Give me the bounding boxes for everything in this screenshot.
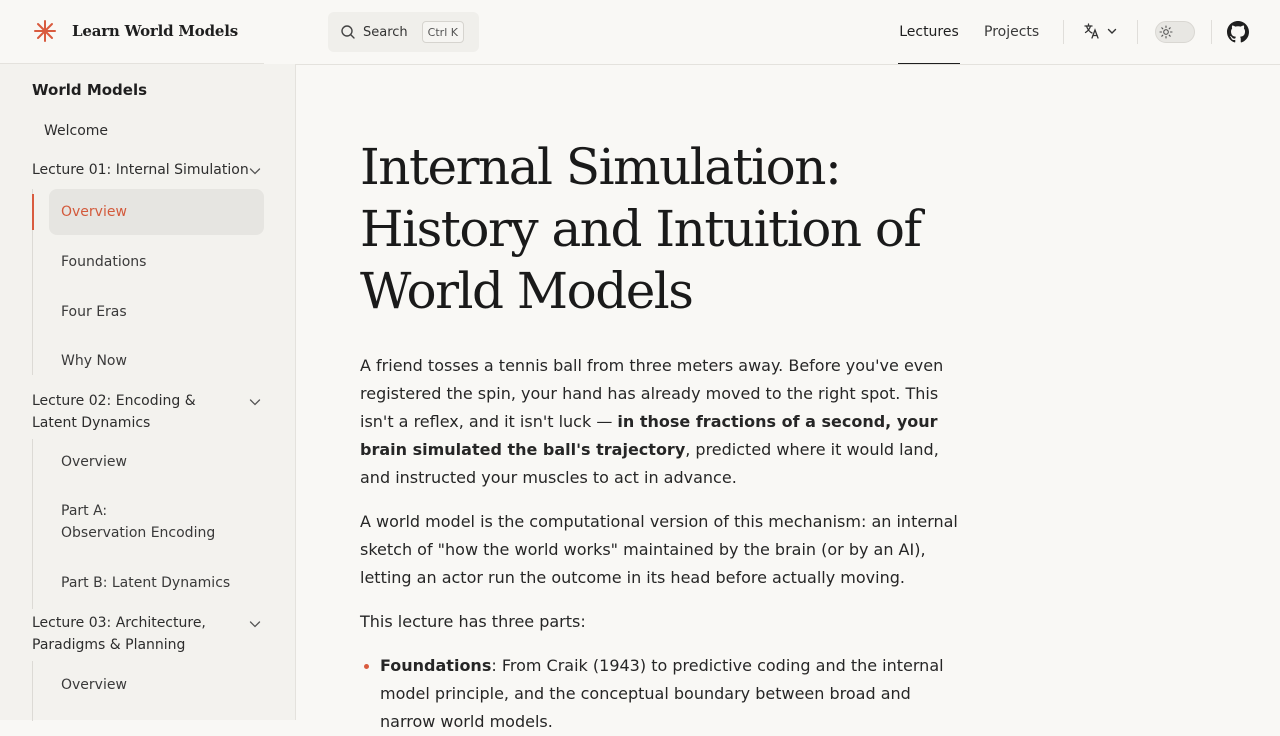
lecture-03-label-line2: Paradigms & Planning [32, 637, 186, 653]
nav-projects[interactable]: Projects [984, 24, 1040, 40]
github-icon[interactable] [1227, 21, 1249, 43]
definition-paragraph: A world model is the computational version of this mechanism: an internal sketch of "how the world works" maintained by the brain (or by an AI), letting an actor run the outcome in its head before actually moving. [360, 512, 958, 587]
part-a-label-line2: Observation Encoding [61, 525, 216, 541]
parts-intro: This lecture has three parts: [360, 612, 586, 631]
title-line-3: World Models [360, 262, 693, 320]
bullet-1-title: Foundations [380, 656, 492, 675]
intro-text-bold: in those fractions of a second, your brain simulated the ball's trajectory [360, 412, 938, 459]
sidebar-lecture-03[interactable] [32, 612, 206, 656]
top-header [0, 0, 1280, 64]
header-divider [1211, 20, 1212, 44]
chevron-down-icon[interactable] [247, 163, 263, 179]
translate-icon [1083, 22, 1101, 40]
sidebar-item-welcome[interactable]: Welcome [44, 123, 109, 139]
chevron-down-icon[interactable] [247, 616, 263, 632]
lecture-02-label-line2: Latent Dynamics [32, 415, 151, 431]
header-border [296, 64, 1280, 65]
list-item [360, 652, 960, 736]
parts-list [360, 652, 960, 736]
sidebar-rail [32, 661, 33, 721]
sidebar-rail [32, 439, 33, 609]
theme-toggle[interactable] [1155, 21, 1195, 43]
chevron-down-icon[interactable] [247, 394, 263, 410]
title-line-1: Internal Simulation: [360, 138, 841, 196]
page-title [360, 136, 960, 322]
sidebar-item-l03-overview[interactable]: Overview [61, 677, 127, 693]
header-divider [1063, 20, 1064, 44]
sidebar-item-l01-overview[interactable]: Overview [61, 204, 127, 220]
search-button[interactable] [328, 12, 479, 52]
search-label: Search [363, 24, 408, 40]
header-divider [1137, 20, 1138, 44]
lecture-03-label-line1: Lecture 03: Architecture, [32, 615, 206, 631]
asterisk-logo-icon [32, 18, 58, 44]
intro-text-start: A friend tosses a tennis ball from three meters away. Before you've even registered the spin, your hand has already moved to the right spot. This isn't a reflex, and it isn't luck — [360, 356, 944, 431]
bullet-1-text: : From Craik (1943) to predictive coding and the internal model principle, and the conceptual boundary between broad and narrow world models. [380, 656, 944, 731]
theme-toggle-knob [1158, 24, 1174, 40]
sidebar-item-l01-foundations[interactable]: Foundations [61, 254, 147, 270]
search-icon [340, 24, 356, 40]
sidebar-item-l02-part-a[interactable] [61, 500, 215, 544]
lecture-02-label-line1: Lecture 02: Encoding & [32, 393, 196, 409]
sidebar-lecture-02[interactable] [32, 390, 196, 434]
sidebar-item-l01-four-eras[interactable]: Four Eras [61, 304, 127, 320]
intro-paragraph [360, 352, 960, 492]
sidebar-item-l01-why-now[interactable]: Why Now [61, 353, 127, 369]
title-line-2: History and Intuition of [360, 200, 921, 258]
sidebar-title: World Models [32, 81, 148, 99]
sidebar-active-indicator [32, 194, 34, 230]
sun-icon [1159, 25, 1173, 39]
sidebar [0, 64, 296, 720]
chevron-down-icon [1106, 25, 1118, 37]
sidebar-item-l02-part-b[interactable]: Part B: Latent Dynamics [61, 575, 231, 591]
article [360, 136, 960, 736]
sidebar-item-l02-overview[interactable]: Overview [61, 454, 127, 470]
language-switcher[interactable] [1083, 22, 1118, 40]
site-name: Learn World Models [72, 22, 238, 40]
site-logo[interactable] [32, 18, 238, 44]
search-shortcut-badge: Ctrl K [422, 21, 464, 43]
intro-text-end: , predicted where it would land, and instructed your muscles to act in advance. [360, 440, 939, 487]
sidebar-lecture-01[interactable]: Lecture 01: Internal Simulation [32, 162, 249, 178]
nav-lectures[interactable]: Lectures [898, 0, 960, 65]
sidebar-top-border [0, 63, 264, 64]
part-a-label-line1: Part A: [61, 503, 108, 519]
